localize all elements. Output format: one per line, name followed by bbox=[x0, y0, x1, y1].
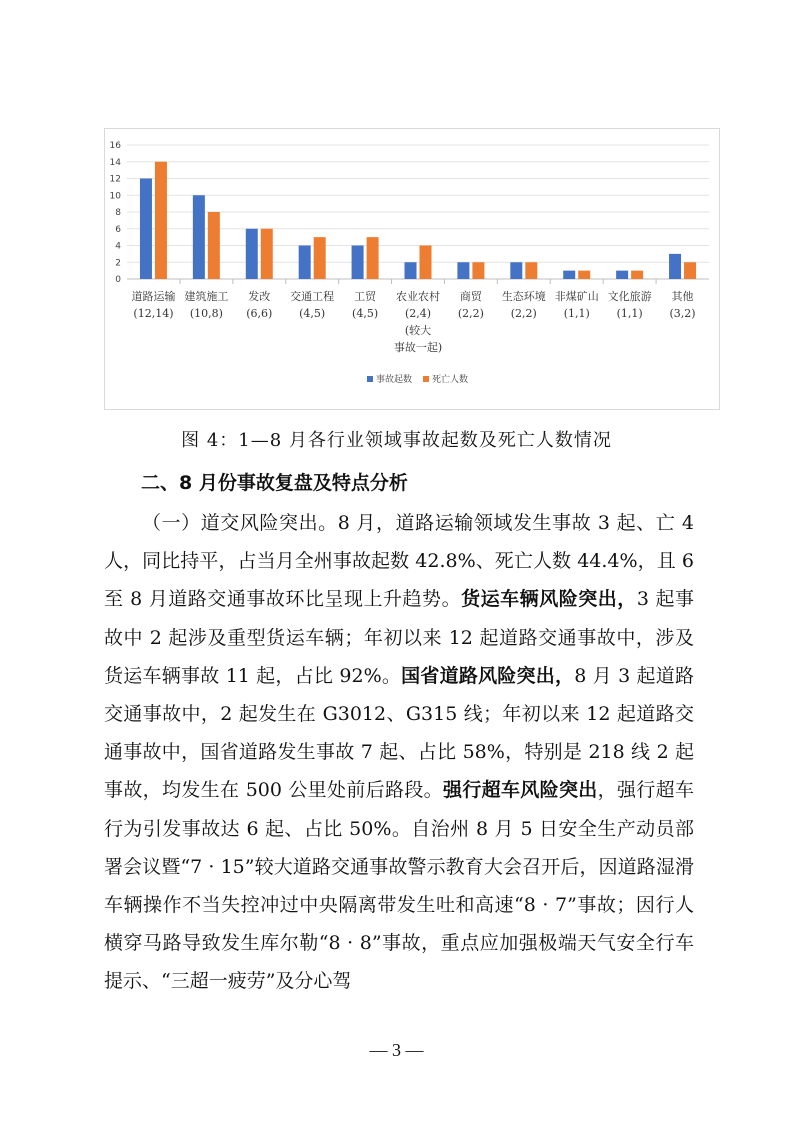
bold-phrase: 强行超车风险突出 bbox=[442, 779, 598, 802]
bar-death-count bbox=[631, 271, 643, 279]
x-category-sublabel: (1,1) bbox=[616, 307, 643, 320]
bar-accident-count bbox=[352, 246, 364, 280]
bar-accident-count bbox=[563, 271, 575, 279]
y-tick-label: 6 bbox=[115, 224, 121, 235]
x-category-sublabel: (4,5) bbox=[352, 307, 379, 320]
bar-death-count bbox=[261, 229, 273, 279]
x-category-label: 农业农村 bbox=[396, 290, 440, 303]
text-run: （一）道交风险突出。8 月，道路运输领域发生事故 3 起、亡 4 人，同比持平，占当月全州事故起数 42.8%、死亡人数 44.4%，且 6 至 8 月道路交通事故环比呈现上升趋势。 bbox=[104, 512, 694, 611]
bar-accident-count bbox=[246, 229, 258, 279]
paragraph bbox=[104, 504, 694, 1001]
legend-label: 事故起数 bbox=[376, 375, 413, 385]
bar-death-count bbox=[208, 212, 220, 279]
legend-swatch bbox=[423, 376, 429, 382]
x-category-label: 发改 bbox=[248, 290, 271, 303]
x-category-sublabel: (4,5) bbox=[299, 307, 326, 320]
y-tick-label: 0 bbox=[115, 275, 121, 285]
bar-accident-count bbox=[299, 246, 311, 280]
x-category-sublabel: (2,2) bbox=[457, 307, 484, 320]
text-run: ，强行超车行为引发事故达 6 起、占比 50%。自治州 8 月 5 日安全生产动员部署会议暨“7 · 15”较大道路交通事故警示教育大会召开后，因道路湿滑车辆操作不当失控冲过中央隔离带发生吐和高速“8 · 7”事故；因行人横穿马路导致发生库尔勒“8 · 8”事故，重点应加强极端天气安全行车提示、“三超一疲劳”及分心驾 bbox=[104, 779, 694, 993]
x-category-label: 商贸 bbox=[459, 290, 482, 303]
x-category-sublabel: (12,14) bbox=[133, 307, 174, 320]
bar-death-count bbox=[367, 237, 379, 279]
bar-accident-count bbox=[669, 254, 681, 279]
x-category-label: 交通工程 bbox=[290, 290, 335, 303]
x-category-label: 非煤矿山 bbox=[554, 290, 599, 303]
x-category-sublabel: (6,6) bbox=[246, 307, 273, 320]
bar-death-count bbox=[684, 262, 696, 279]
x-category-sublabel: (较大 bbox=[404, 324, 432, 337]
x-category-label: 文化旅游 bbox=[607, 290, 652, 303]
bar-chart bbox=[104, 128, 720, 410]
body-text bbox=[104, 504, 694, 1001]
x-category-sublabel: 事故一起) bbox=[393, 341, 443, 354]
text-run: 8 月 3 起道路交通事故中，2 起发生在 G3012、G315 线；年初以来 12 起道路交通事故中，国省道路发生事故 7 起、占比 58%，特别是 218 线 2 起事故，均发生在 500 公里处前后路段。 bbox=[104, 664, 694, 802]
bar-death-count bbox=[578, 271, 590, 279]
x-category-sublabel: (10,8) bbox=[189, 307, 223, 320]
section-heading: 二、8 月份事故复盘及特点分析 bbox=[141, 472, 408, 494]
text-run: 3 起事故中 2 起涉及重型货运车辆；年初以来 12 起道路交通事故中，涉及货运车辆事故 11 起，占比 92%。 bbox=[104, 588, 694, 687]
bar-accident-count bbox=[510, 262, 522, 279]
y-tick-label: 2 bbox=[115, 258, 121, 269]
y-tick-label: 12 bbox=[109, 174, 121, 185]
bar-death-count bbox=[472, 262, 484, 279]
bar-death-count bbox=[525, 262, 537, 279]
x-category-sublabel: (2,2) bbox=[510, 307, 537, 320]
bar-accident-count bbox=[140, 179, 152, 280]
bar-accident-count bbox=[457, 262, 469, 279]
x-category-label: 工贸 bbox=[354, 290, 377, 303]
x-category-sublabel: (2,4) bbox=[404, 307, 432, 320]
bar-accident-count bbox=[616, 271, 628, 279]
bar-accident-count bbox=[405, 262, 417, 279]
y-tick-label: 16 bbox=[109, 141, 121, 151]
bar-death-count bbox=[155, 162, 167, 279]
y-tick-label: 8 bbox=[115, 208, 121, 218]
bold-phrase: 国省道路风险突出， bbox=[401, 664, 575, 687]
bar-accident-count bbox=[193, 195, 205, 279]
x-category-label: 生态环境 bbox=[501, 290, 546, 303]
figure-caption: 图 4：1—8 月各行业领域事故起数及死亡人数情况 bbox=[181, 430, 612, 451]
y-tick-label: 4 bbox=[115, 241, 121, 252]
x-category-sublabel: (3,2) bbox=[669, 307, 696, 320]
x-category-sublabel: (1,1) bbox=[563, 307, 590, 320]
x-category-label: 建筑施工 bbox=[184, 290, 229, 303]
y-tick-label: 10 bbox=[109, 191, 121, 202]
bold-phrase: 货运车辆风险突出， bbox=[461, 588, 637, 611]
bar-death-count bbox=[314, 237, 326, 279]
x-category-label: 其他 bbox=[671, 290, 694, 303]
legend-label: 死亡人数 bbox=[432, 375, 469, 385]
x-category-label: 道路运输 bbox=[131, 290, 176, 303]
legend-swatch bbox=[367, 376, 373, 382]
chart-svg bbox=[105, 129, 719, 409]
page-number: — 3 — bbox=[369, 1040, 424, 1060]
bar-death-count bbox=[420, 246, 432, 280]
y-tick-label: 14 bbox=[109, 157, 121, 168]
